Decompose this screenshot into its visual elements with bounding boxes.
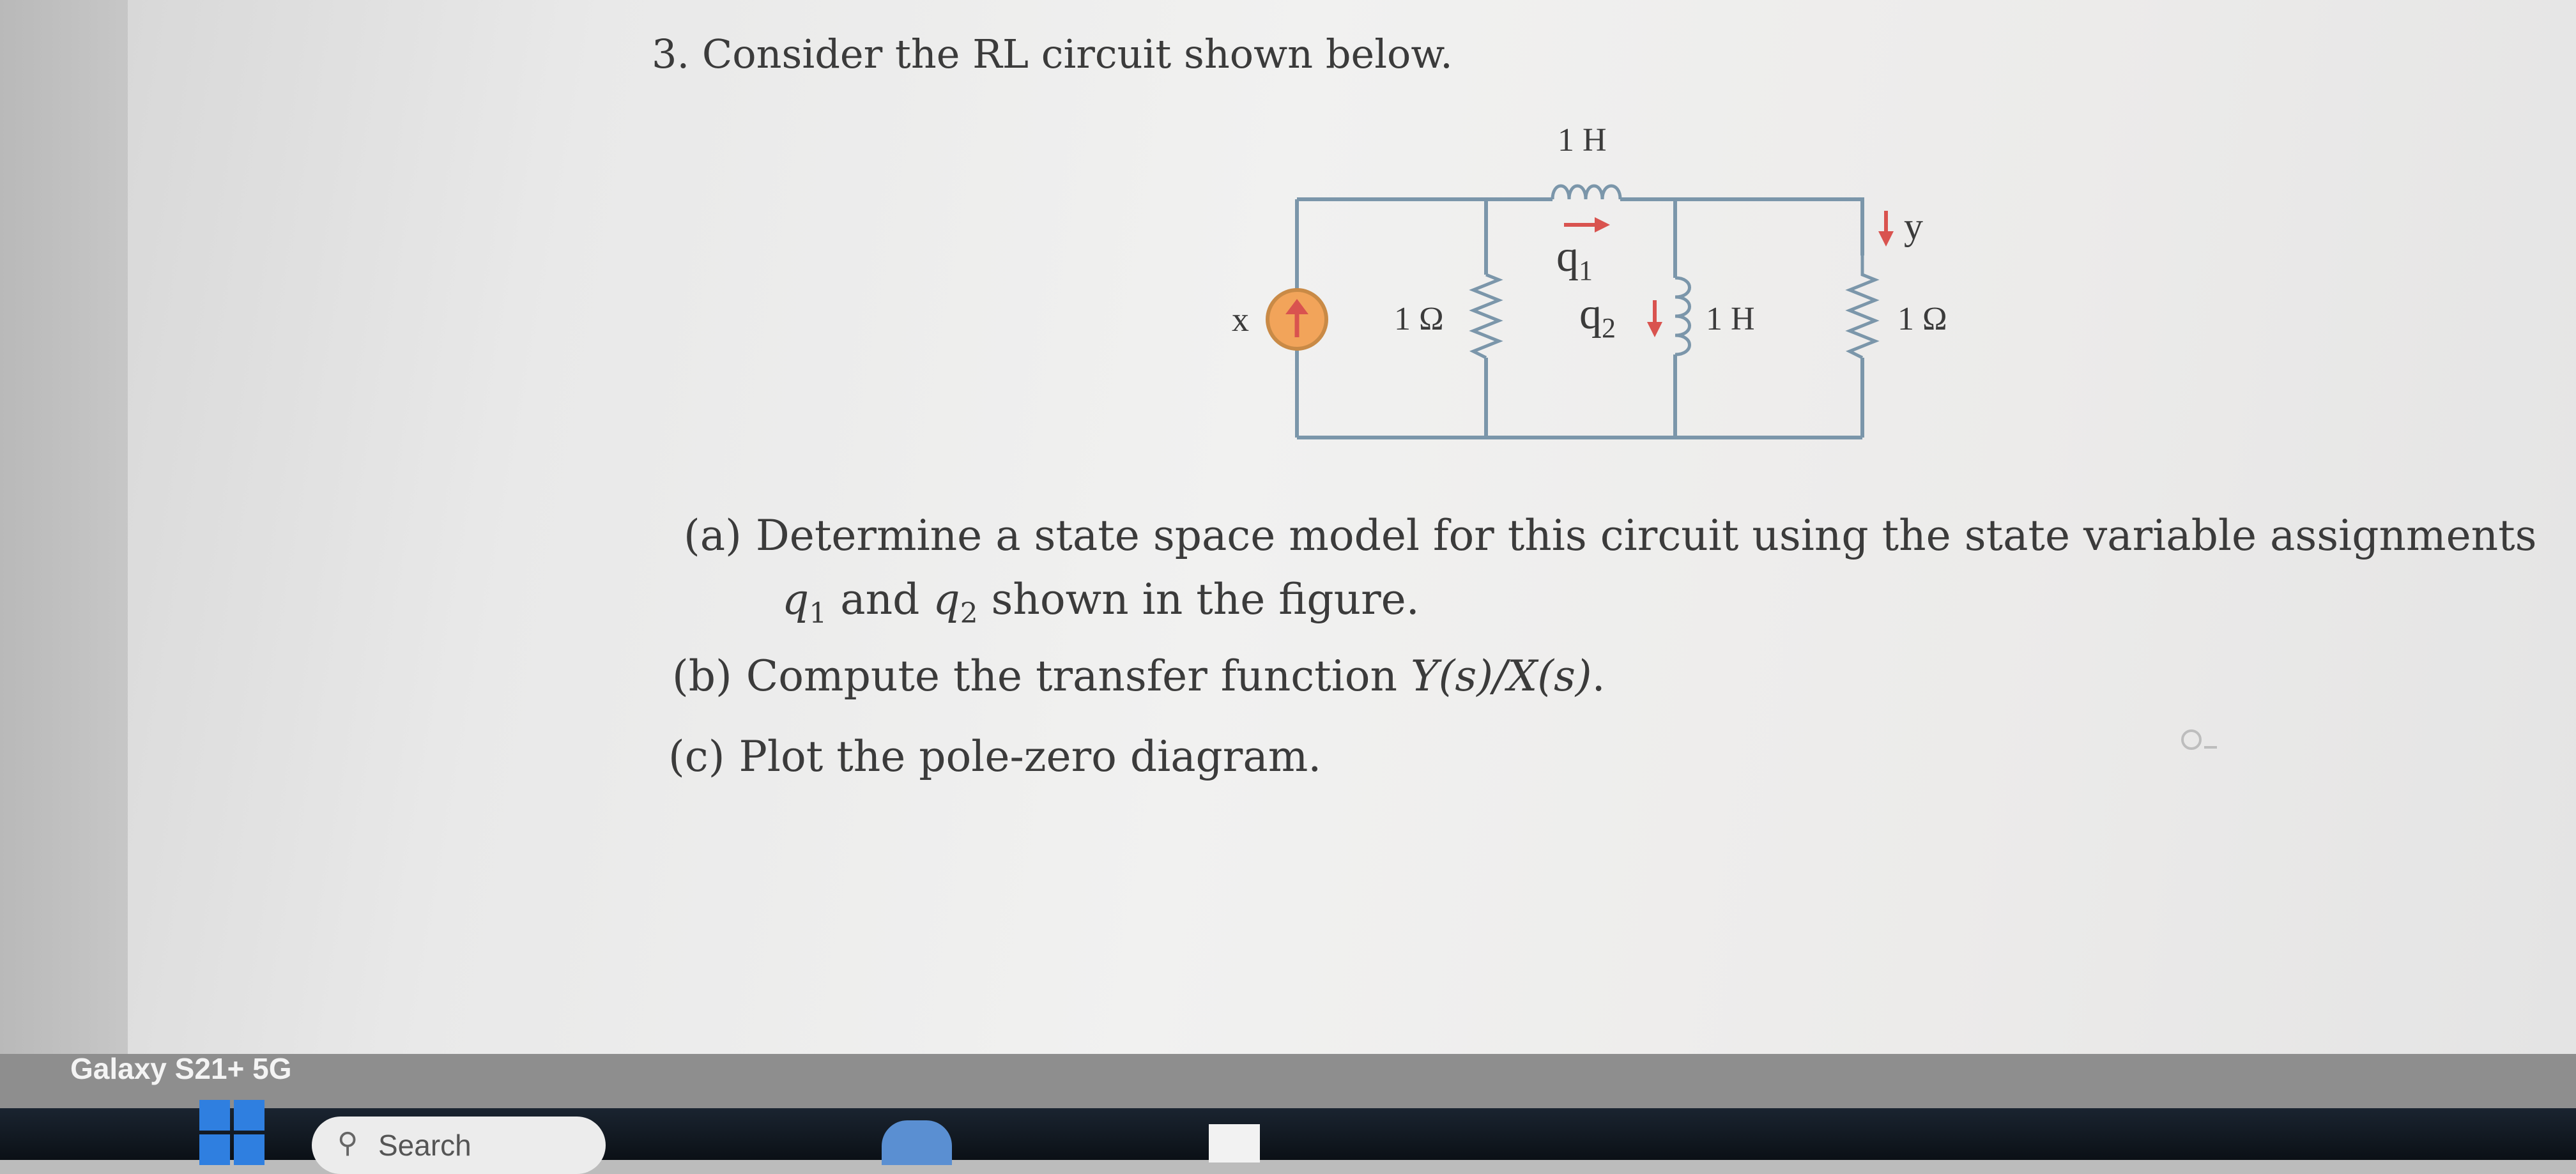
q1-label [1556, 232, 1593, 286]
windows-logo-icon[interactable] [199, 1100, 266, 1166]
rl-circuit-diagram [1214, 115, 2019, 460]
r2-label: 1 Ω [1897, 301, 1947, 337]
source-label: x [1232, 300, 1249, 339]
search-placeholder: Search [378, 1129, 471, 1162]
part-a-line1 [684, 511, 2537, 560]
part-a-line2 [782, 575, 1420, 630]
part-a-text: Determine a state space model for this circuit using the state variable assignments [755, 511, 2537, 560]
q1-subscript: 1 [809, 597, 827, 630]
q1-sub: 1 [1579, 255, 1593, 286]
q2-symbol: q [933, 575, 960, 624]
wire-top-right [1620, 199, 1862, 255]
taskbar-app-icon[interactable] [882, 1120, 952, 1165]
r1-label: 1 Ω [1394, 301, 1444, 337]
q2-main: q [1579, 289, 1602, 339]
part-a-tail: shown in the figure. [977, 575, 1420, 624]
part-a-label: (a) [684, 511, 742, 560]
inductor-l1-icon [1552, 186, 1620, 199]
inductor-l2-icon [1675, 278, 1690, 354]
part-b-end: . [1591, 652, 1606, 701]
question-title: 3. Consider the RL circuit shown below. [652, 31, 1453, 77]
screen-content [128, 0, 2576, 1054]
part-a-and: and [827, 575, 933, 624]
q2-subscript: 2 [960, 597, 978, 630]
y-arrow-icon [1878, 211, 1894, 247]
q1-arrow-icon [1564, 217, 1610, 233]
device-watermark: Galaxy S21+ 5G [70, 1052, 292, 1085]
l1-label: 1 H [1558, 122, 1607, 158]
resistor-r2-icon [1850, 255, 1875, 358]
q1-main: q [1556, 232, 1579, 281]
q2-arrow-icon [1647, 300, 1662, 337]
q1-symbol: q [782, 575, 809, 624]
taskbar-search-box[interactable] [312, 1117, 606, 1174]
transfer-function-formula: Y(s)/X(s) [1411, 652, 1592, 701]
part-b-label: (b) [672, 652, 732, 701]
q2-sub: 2 [1602, 312, 1616, 344]
y-label: y [1904, 205, 1923, 247]
taskbar-app-icon[interactable] [1209, 1124, 1260, 1163]
current-source-icon [1268, 290, 1326, 349]
part-c-label: (c) [668, 732, 725, 781]
part-b-line [672, 652, 1606, 701]
magnifier-icon: ⚲ [337, 1127, 358, 1159]
l2-label: 1 H [1706, 301, 1755, 337]
q2-label [1579, 289, 1616, 344]
part-b-text: Compute the transfer function [746, 652, 1411, 701]
mouse-pointer-icon [2179, 728, 2223, 760]
resistor-r1-icon [1473, 275, 1499, 358]
part-c-line [668, 732, 1321, 781]
part-c-text: Plot the pole-zero diagram. [739, 732, 1322, 781]
